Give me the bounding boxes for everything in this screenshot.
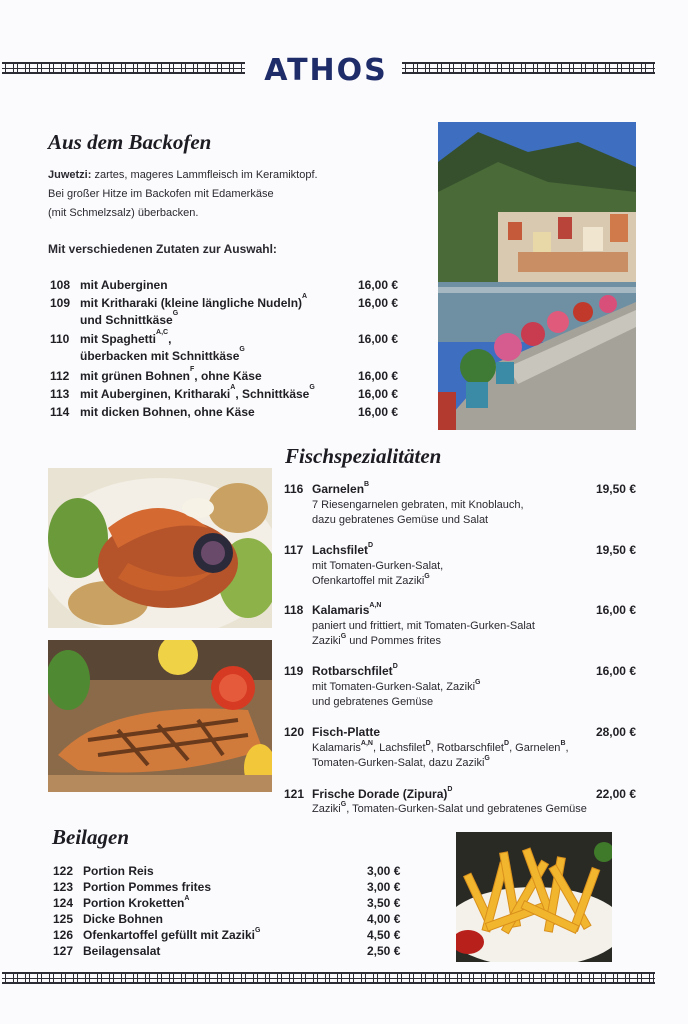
item-description: Tomaten-Gurken-Salat, dazu Zaziki$^G$ bbox=[312, 755, 490, 769]
item-price: 4,00 € bbox=[367, 912, 401, 926]
harbor-town-photo bbox=[438, 122, 636, 430]
item-number: 110 bbox=[50, 332, 70, 346]
item-name: Lachsfilet$^D$ bbox=[312, 542, 374, 557]
item-name: Rotbarschfilet$^D$ bbox=[312, 663, 398, 678]
item-description: paniert und frittiert, mit Tomaten-Gurken-Salat bbox=[312, 620, 535, 632]
item-name: mit Spaghetti$^{A,C}$, bbox=[80, 329, 172, 346]
item-name: Frische Dorade (Zipura)$^D$ bbox=[312, 786, 453, 801]
item-name: Kalamaris$^{A,N}$ bbox=[312, 602, 382, 617]
item-number: 125 bbox=[53, 912, 74, 926]
item-name: mit dicken Bohnen, ohne Käse bbox=[80, 405, 255, 419]
item-price: 16,00 € bbox=[358, 278, 399, 292]
section-title-oven: Aus dem Backofen bbox=[48, 130, 212, 154]
item-description: Zaziki$^G$ und Pommes frites bbox=[312, 633, 441, 647]
item-price: 28,00 € bbox=[595, 725, 636, 739]
item-name: Portion Reis bbox=[83, 864, 154, 878]
item-number: 112 bbox=[50, 369, 70, 383]
item-number: 113 bbox=[50, 387, 70, 401]
item-price: 16,00 € bbox=[358, 296, 399, 310]
item-name: mit Kritharaki (kleine längliche Nudeln)$^A$ bbox=[80, 293, 308, 310]
allergen-code: A,C bbox=[156, 329, 169, 336]
item-description: Ofenkartoffel mit Zaziki$^G$ bbox=[312, 573, 430, 587]
allergen-code: G bbox=[340, 633, 347, 640]
item-name: Garnelen$^B$ bbox=[312, 481, 370, 496]
item-name: Beilagensalat bbox=[83, 944, 161, 958]
item-number: 117 bbox=[284, 543, 304, 557]
allergen-code: D bbox=[368, 542, 374, 549]
item-description: dazu gebratenes Gemüse und Salat bbox=[312, 514, 489, 526]
juwetzi-text: zartes, mageres Lammfleisch im Keramiktopf. bbox=[91, 169, 318, 181]
item-name: Dicke Bohnen bbox=[83, 912, 164, 926]
oven-desc-line2: Bei großer Hitze im Backofen mit Edamerkäse bbox=[48, 188, 274, 200]
shrimp-salad-photo bbox=[48, 468, 272, 628]
item-number: 118 bbox=[284, 603, 304, 617]
brand-logo: ATHOS bbox=[264, 53, 388, 88]
item-description: mit Tomaten-Gurken-Salat, Zaziki$^G$ bbox=[312, 679, 481, 693]
item-price: 3,00 € bbox=[367, 880, 401, 894]
allergen-code: G bbox=[255, 927, 261, 934]
meander-border-right bbox=[402, 62, 655, 74]
allergen-code: G bbox=[172, 310, 179, 317]
item-description: 7 Riesengarnelen gebraten, mit Knoblauch, bbox=[312, 499, 524, 511]
item-number: 119 bbox=[284, 664, 304, 678]
item-number: 127 bbox=[53, 944, 74, 958]
allergen-code: D bbox=[447, 786, 453, 793]
menu-item-119 bbox=[284, 664, 636, 708]
allergen-code: A bbox=[230, 384, 236, 391]
item-price: 16,00 € bbox=[595, 664, 636, 678]
item-description: und gebratenes Gemüse bbox=[312, 696, 434, 708]
item-name: Fisch-Platte bbox=[312, 725, 381, 739]
item-price: 19,50 € bbox=[595, 543, 636, 557]
allergen-code: G bbox=[239, 346, 245, 353]
allergen-code: D bbox=[392, 663, 398, 670]
oven-desc-line3: (mit Schmelzsalz) überbacken. bbox=[48, 207, 199, 219]
item-price: 3,00 € bbox=[367, 864, 401, 878]
allergen-code: A bbox=[302, 293, 308, 300]
allergen-code: G bbox=[424, 573, 430, 580]
item-number: 126 bbox=[53, 928, 74, 942]
meander-border-bottom bbox=[2, 972, 655, 984]
oven-description bbox=[48, 166, 388, 223]
allergen-code: G bbox=[484, 755, 490, 762]
item-price: 4,50 € bbox=[367, 928, 401, 942]
french-fries-photo bbox=[456, 832, 612, 962]
item-price: 3,50 € bbox=[367, 896, 401, 910]
menu-item-109 bbox=[50, 294, 402, 330]
item-price: 16,00 € bbox=[358, 369, 399, 383]
item-number: 121 bbox=[284, 787, 305, 801]
item-price: 16,00 € bbox=[358, 332, 399, 346]
item-description: Zaziki$^G$, Tomaten-Gurken-Salat und gebratenes Gemüse bbox=[312, 801, 587, 815]
allergen-code: F bbox=[190, 366, 195, 373]
item-name: Ofenkartoffel gefüllt mit Zaziki$^G$ bbox=[83, 927, 261, 942]
allergen-code: A bbox=[184, 895, 190, 902]
section-title-fish: Fischspezialitäten bbox=[285, 444, 442, 468]
item-name: Portion Kroketten$^A$ bbox=[83, 895, 190, 910]
item-name-cont: und Schnittkäse$^G$ bbox=[80, 310, 179, 327]
menu-item-110 bbox=[50, 330, 402, 366]
item-number: 123 bbox=[53, 880, 74, 894]
item-number: 122 bbox=[53, 864, 74, 878]
menu-item-121 bbox=[284, 787, 636, 817]
oven-choice-heading: Mit verschiedenen Zutaten zur Auswahl: bbox=[48, 242, 277, 256]
menu-item-120 bbox=[284, 725, 636, 769]
item-name-cont: überbacken mit Schnittkäse$^G$ bbox=[80, 346, 245, 363]
item-number: 109 bbox=[50, 296, 71, 310]
item-number: 114 bbox=[50, 405, 70, 419]
section-title-sides: Beilagen bbox=[52, 825, 129, 849]
item-name: Portion Pommes frites bbox=[83, 880, 212, 894]
item-price: 16,00 € bbox=[358, 405, 399, 419]
allergen-code: G bbox=[340, 801, 347, 808]
item-price: 19,50 € bbox=[595, 482, 636, 496]
allergen-code: A,N bbox=[369, 602, 382, 609]
salmon-fillet-photo bbox=[48, 640, 272, 792]
juwetzi-label: Juwetzi: bbox=[48, 169, 92, 181]
item-price: 22,00 € bbox=[595, 787, 636, 801]
item-price: 16,00 € bbox=[358, 387, 399, 401]
item-description: mit Tomaten-Gurken-Salat, bbox=[312, 560, 444, 572]
meander-border-left bbox=[2, 62, 245, 74]
item-name: mit Auberginen, Kritharaki$^A$, Schnittkäse$^G$ bbox=[80, 384, 315, 401]
allergen-code: B bbox=[364, 481, 370, 488]
item-description: Kalamaris$^{A,N}$, Lachsfilet$^D$, Rotbarschfilet$^D$, Garnelen$^B$, bbox=[312, 740, 569, 754]
allergen-code: G bbox=[475, 679, 481, 686]
allergen-code: G bbox=[309, 384, 315, 391]
menu-item-117 bbox=[284, 543, 636, 587]
item-price: 16,00 € bbox=[595, 603, 636, 617]
menu-item-116 bbox=[284, 482, 636, 526]
item-number: 124 bbox=[53, 896, 74, 910]
menu-item-118 bbox=[284, 603, 636, 647]
item-price: 2,50 € bbox=[367, 944, 401, 958]
item-number: 120 bbox=[284, 725, 305, 739]
item-name: mit Auberginen bbox=[80, 278, 168, 292]
item-name: mit grünen Bohnen$^F$, ohne Käse bbox=[80, 366, 262, 383]
item-number: 116 bbox=[284, 482, 304, 496]
item-number: 108 bbox=[50, 278, 71, 292]
